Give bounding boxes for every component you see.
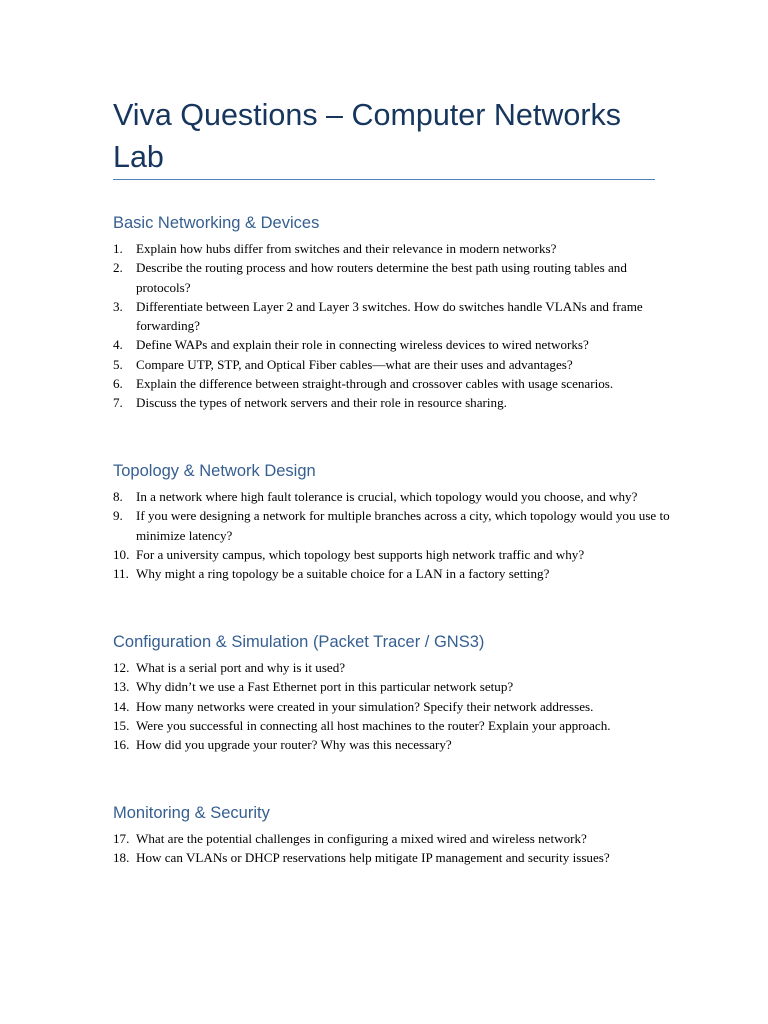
question-number: 18. — [113, 850, 130, 866]
section-heading: Topology & Network Design — [113, 462, 316, 480]
question-list — [113, 829, 673, 868]
question-number: 15. — [113, 717, 130, 733]
question-item — [113, 658, 673, 677]
question-number: 17. — [113, 831, 130, 846]
question-number: 10. — [113, 546, 130, 562]
question-item — [113, 545, 673, 564]
question-number: 5. — [113, 356, 123, 372]
question-text: Describe the routing process and how routers determine the best path using routing tables and protocols? — [136, 260, 627, 295]
question-text: What is a serial port and why is it used? — [136, 660, 346, 675]
question-list — [113, 658, 673, 754]
question-item — [113, 297, 673, 336]
question-number: 7. — [113, 395, 123, 411]
question-text: Discuss the types of network servers and their role in resource sharing. — [136, 395, 507, 411]
question-number: 13. — [113, 679, 130, 695]
question-list — [113, 487, 673, 583]
question-text: Differentiate between Layer 2 and Layer 3 switches. How do switches handle VLANs and frame forwarding? — [136, 298, 643, 334]
question-number: 2. — [113, 260, 123, 276]
question-item — [113, 239, 673, 258]
section-monitoring-security — [113, 802, 673, 868]
section-heading: Basic Networking & Devices — [113, 214, 320, 232]
question-text: Why might a ring topology be a suitable choice for a LAN in a factory setting? — [136, 566, 550, 582]
question-item — [113, 677, 673, 696]
question-text: Were you successful in connecting all host machines to the router? Explain your approach. — [136, 717, 611, 733]
question-text: Explain how hubs differ from switches and their relevance in modern networks? — [136, 241, 557, 256]
question-item — [113, 335, 673, 354]
question-item — [113, 735, 673, 754]
question-item — [113, 848, 673, 867]
question-list — [113, 239, 673, 413]
question-item — [113, 506, 673, 545]
question-item — [113, 393, 673, 412]
question-text: How did you upgrade your router? Why was this necessary? — [136, 737, 452, 753]
question-item — [113, 697, 673, 716]
section-heading: Configuration & Simulation (Packet Tracer / GNS3) — [113, 633, 485, 651]
question-item — [113, 374, 673, 393]
question-number: 12. — [113, 660, 130, 675]
question-number: 8. — [113, 489, 123, 504]
question-number: 11. — [113, 566, 129, 582]
question-number: 3. — [113, 298, 123, 314]
question-number: 4. — [113, 337, 123, 353]
title-underline — [113, 179, 655, 180]
question-item — [113, 487, 673, 506]
question-item — [113, 716, 673, 735]
question-item — [113, 829, 673, 848]
question-number: 1. — [113, 241, 123, 256]
question-number: 14. — [113, 698, 130, 714]
question-text: What are the potential challenges in configuring a mixed wired and wireless network? — [136, 831, 587, 846]
question-text: For a university campus, which topology best supports high network traffic and why? — [136, 546, 585, 562]
question-text: Define WAPs and explain their role in connecting wireless devices to wired networks? — [136, 337, 589, 353]
question-item — [113, 258, 673, 297]
question-item — [113, 564, 673, 583]
question-number: 9. — [113, 508, 123, 524]
section-basic-networking — [113, 212, 673, 413]
section-configuration-simulation — [113, 631, 673, 754]
question-text: Compare UTP, STP, and Optical Fiber cables—what are their uses and advantages? — [136, 356, 573, 372]
section-heading: Monitoring & Security — [113, 804, 270, 822]
question-number: 6. — [113, 376, 123, 392]
question-text: Explain the difference between straight-through and crossover cables with usage scenarios. — [136, 376, 614, 392]
question-number: 16. — [113, 737, 130, 753]
question-text: Why didn’t we use a Fast Ethernet port in this particular network setup? — [136, 679, 514, 695]
document-title: Viva Questions – Computer Networks Lab — [113, 98, 621, 174]
question-text: If you were designing a network for multiple branches across a city, which topology would you use to minimize latency? — [136, 508, 670, 543]
question-text: How can VLANs or DHCP reservations help mitigate IP management and security issues? — [136, 850, 610, 866]
question-text: In a network where high fault tolerance is crucial, which topology would you choose, and why? — [136, 489, 638, 504]
question-text: How many networks were created in your simulation? Specify their network addresses. — [136, 698, 594, 714]
question-item — [113, 355, 673, 374]
section-topology-design — [113, 460, 673, 583]
